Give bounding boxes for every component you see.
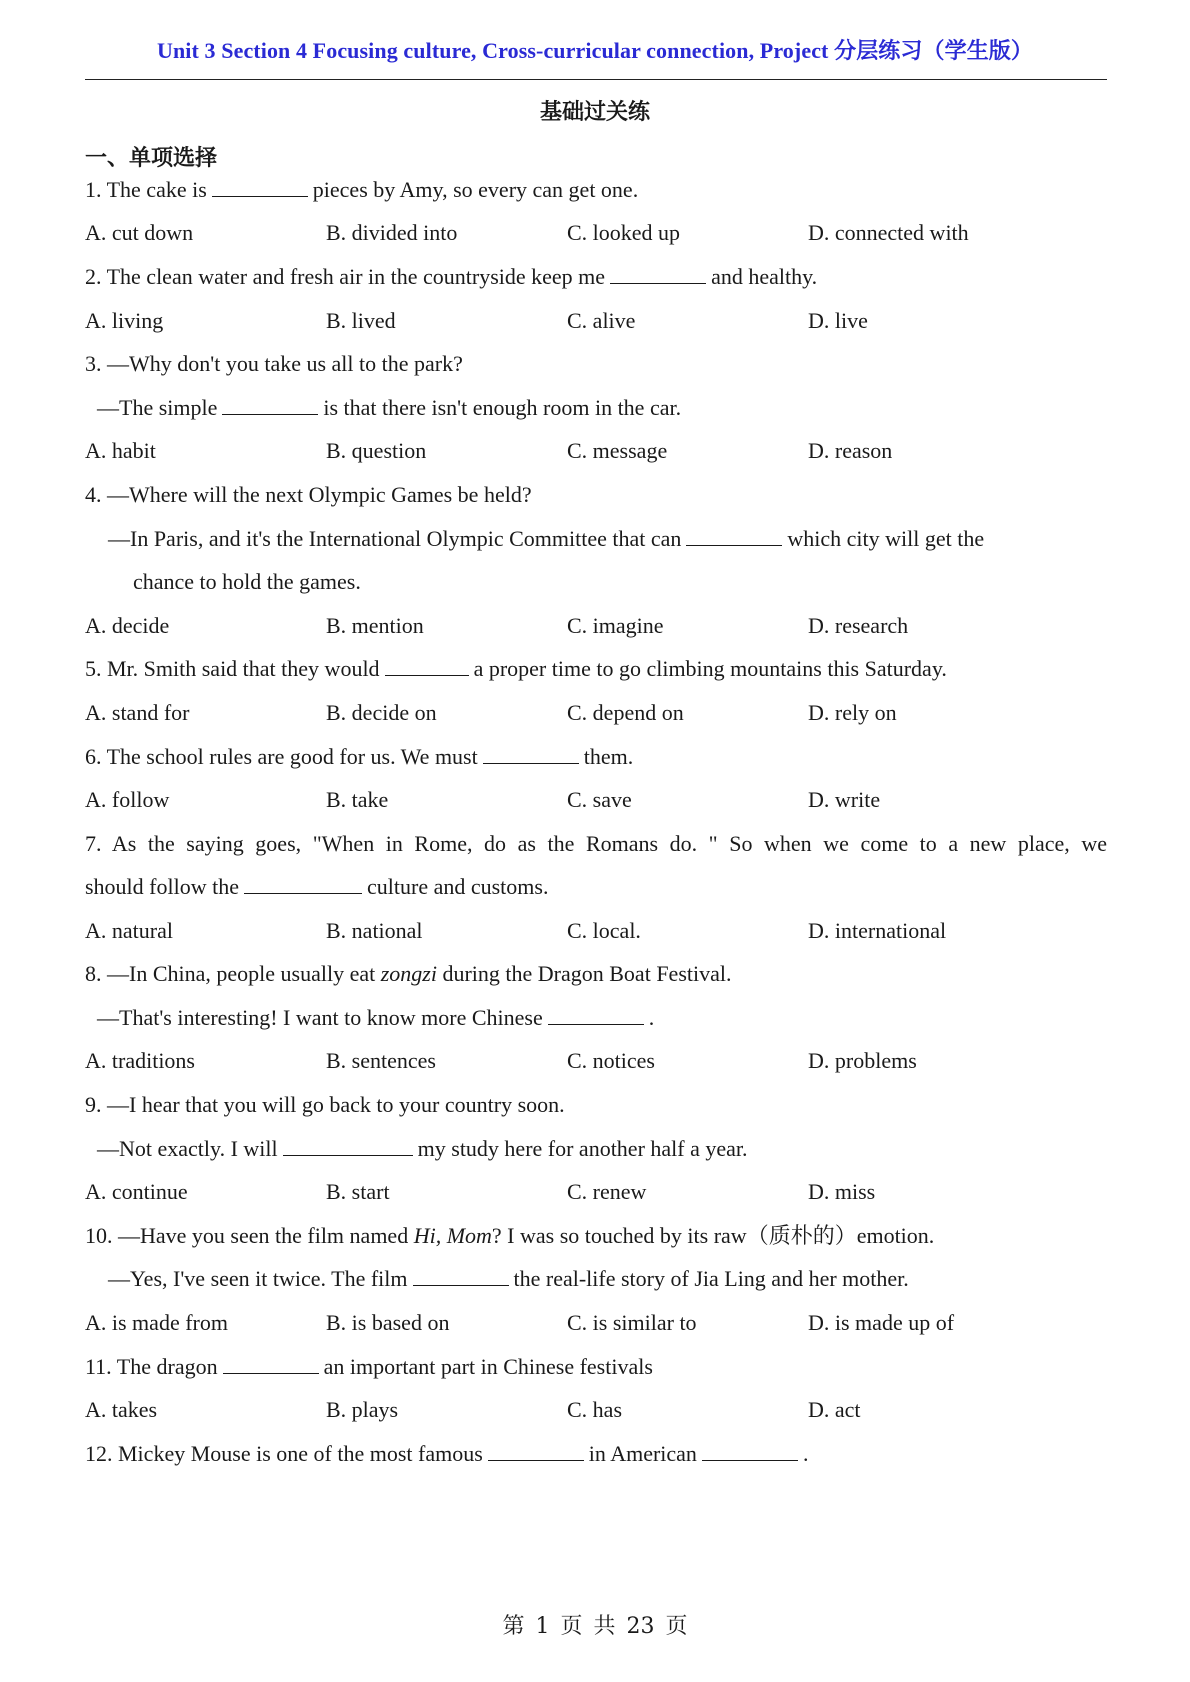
option-c[interactable]: C. has — [567, 1397, 622, 1422]
answer-blank[interactable] — [244, 873, 362, 894]
option-a[interactable]: A. decide — [85, 613, 170, 638]
question-10: 10. —Have you seen the film named Hi, Mom? I was so touched by its raw（质朴的）emotion. — [85, 1223, 935, 1248]
answer-blank[interactable] — [222, 394, 318, 415]
page-header-title: Unit 3 Section 4 Focusing culture, Cross-curricular connection, Project 分层练习（学生版） — [156, 38, 1033, 63]
option-d[interactable]: D. reason — [808, 438, 893, 463]
question-10-reply: —Yes, I've seen it twice. The film the real-life story of Jia Ling and her mother. — [108, 1266, 909, 1291]
question-3-reply: —The simple is that there isn't enough room in the car. — [97, 395, 682, 420]
option-d[interactable]: D. miss — [808, 1179, 876, 1204]
question-12: 12. Mickey Mouse is one of the most famous in American . — [85, 1441, 809, 1466]
answer-blank[interactable] — [283, 1135, 413, 1156]
option-c[interactable]: C. depend on — [567, 700, 684, 725]
option-a[interactable]: A. traditions — [85, 1048, 195, 1073]
option-d[interactable]: D. research — [808, 613, 909, 638]
option-a[interactable]: A. cut down — [85, 220, 194, 245]
answer-blank[interactable] — [702, 1440, 798, 1461]
option-a[interactable]: A. continue — [85, 1179, 188, 1204]
question-7-cont: should follow the culture and customs. — [85, 874, 549, 899]
answer-blank[interactable] — [686, 525, 782, 546]
option-a[interactable]: A. takes — [85, 1397, 158, 1422]
answer-blank[interactable] — [610, 263, 706, 284]
option-d[interactable]: D. is made up of — [808, 1310, 955, 1335]
option-b[interactable]: B. lived — [326, 308, 396, 333]
question-4: 4. —Where will the next Olympic Games be held? — [85, 482, 532, 507]
answer-blank[interactable] — [548, 1004, 644, 1025]
option-d[interactable]: D. international — [808, 918, 947, 943]
option-c[interactable]: C. local. — [567, 918, 641, 943]
option-d[interactable]: D. problems — [808, 1048, 917, 1073]
answer-blank[interactable] — [488, 1440, 584, 1461]
question-6: 6. The school rules are good for us. We must them. — [85, 744, 634, 769]
option-d[interactable]: D. live — [808, 308, 868, 333]
option-a[interactable]: A. living — [85, 308, 164, 333]
question-3: 3. —Why don't you take us all to the park? — [85, 351, 463, 376]
header-divider — [85, 79, 1107, 80]
answer-blank[interactable] — [385, 655, 469, 676]
option-b[interactable]: B. mention — [326, 613, 424, 638]
option-b[interactable]: B. national — [326, 918, 423, 943]
answer-blank[interactable] — [483, 743, 579, 764]
question-7: 7. As the saying goes, "When in Rome, do as the Romans do. " So when we come to a new place, we — [85, 831, 1107, 856]
option-b[interactable]: B. divided into — [326, 220, 458, 245]
answer-blank[interactable] — [212, 176, 308, 197]
option-a[interactable]: A. stand for — [85, 700, 190, 725]
question-8-reply: —That's interesting! I want to know more Chinese . — [97, 1005, 655, 1030]
option-c[interactable]: C. notices — [567, 1048, 655, 1073]
option-c[interactable]: C. alive — [567, 308, 636, 333]
option-b[interactable]: B. is based on — [326, 1310, 450, 1335]
option-b[interactable]: B. take — [326, 787, 389, 812]
option-a[interactable]: A. is made from — [85, 1310, 228, 1335]
option-d[interactable]: D. act — [808, 1397, 861, 1422]
option-c[interactable]: C. message — [567, 438, 668, 463]
question-4-reply: —In Paris, and it's the International Olympic Committee that can which city will get the — [108, 526, 985, 551]
question-8: 8. —In China, people usually eat zongzi during the Dragon Boat Festival. — [85, 961, 732, 986]
option-b[interactable]: B. sentences — [326, 1048, 436, 1073]
question-1: 1. The cake is pieces by Amy, so every can get one. — [85, 177, 639, 202]
option-d[interactable]: D. rely on — [808, 700, 897, 725]
option-b[interactable]: B. decide on — [326, 700, 437, 725]
option-c[interactable]: C. renew — [567, 1179, 647, 1204]
question-4-reply-cont: chance to hold the games. — [133, 569, 361, 594]
question-9: 9. —I hear that you will go back to your country soon. — [85, 1092, 565, 1117]
question-9-reply: —Not exactly. I will my study here for another half a year. — [97, 1136, 748, 1161]
answer-blank[interactable] — [413, 1265, 509, 1286]
option-a[interactable]: A. follow — [85, 787, 170, 812]
question-2: 2. The clean water and fresh air in the countryside keep me and healthy. — [85, 264, 818, 289]
option-a[interactable]: A. natural — [85, 918, 173, 943]
option-a[interactable]: A. habit — [85, 438, 156, 463]
option-b[interactable]: B. start — [326, 1179, 390, 1204]
part-title: 一、单项选择 — [85, 146, 218, 171]
page-footer: 第 1 页 共 23 页 — [502, 1614, 688, 1639]
option-c[interactable]: C. save — [567, 787, 632, 812]
option-d[interactable]: D. connected with — [808, 220, 969, 245]
section-title: 基础过关练 — [539, 100, 650, 125]
option-d[interactable]: D. write — [808, 787, 881, 812]
answer-blank[interactable] — [223, 1353, 319, 1374]
question-5: 5. Mr. Smith said that they would a proper time to go climbing mountains this Saturday. — [85, 656, 947, 681]
option-c[interactable]: C. looked up — [567, 220, 681, 245]
option-c[interactable]: C. is similar to — [567, 1310, 697, 1335]
question-11: 11. The dragon an important part in Chinese festivals — [85, 1354, 653, 1379]
option-b[interactable]: B. question — [326, 438, 427, 463]
option-c[interactable]: C. imagine — [567, 613, 664, 638]
option-b[interactable]: B. plays — [326, 1397, 399, 1422]
